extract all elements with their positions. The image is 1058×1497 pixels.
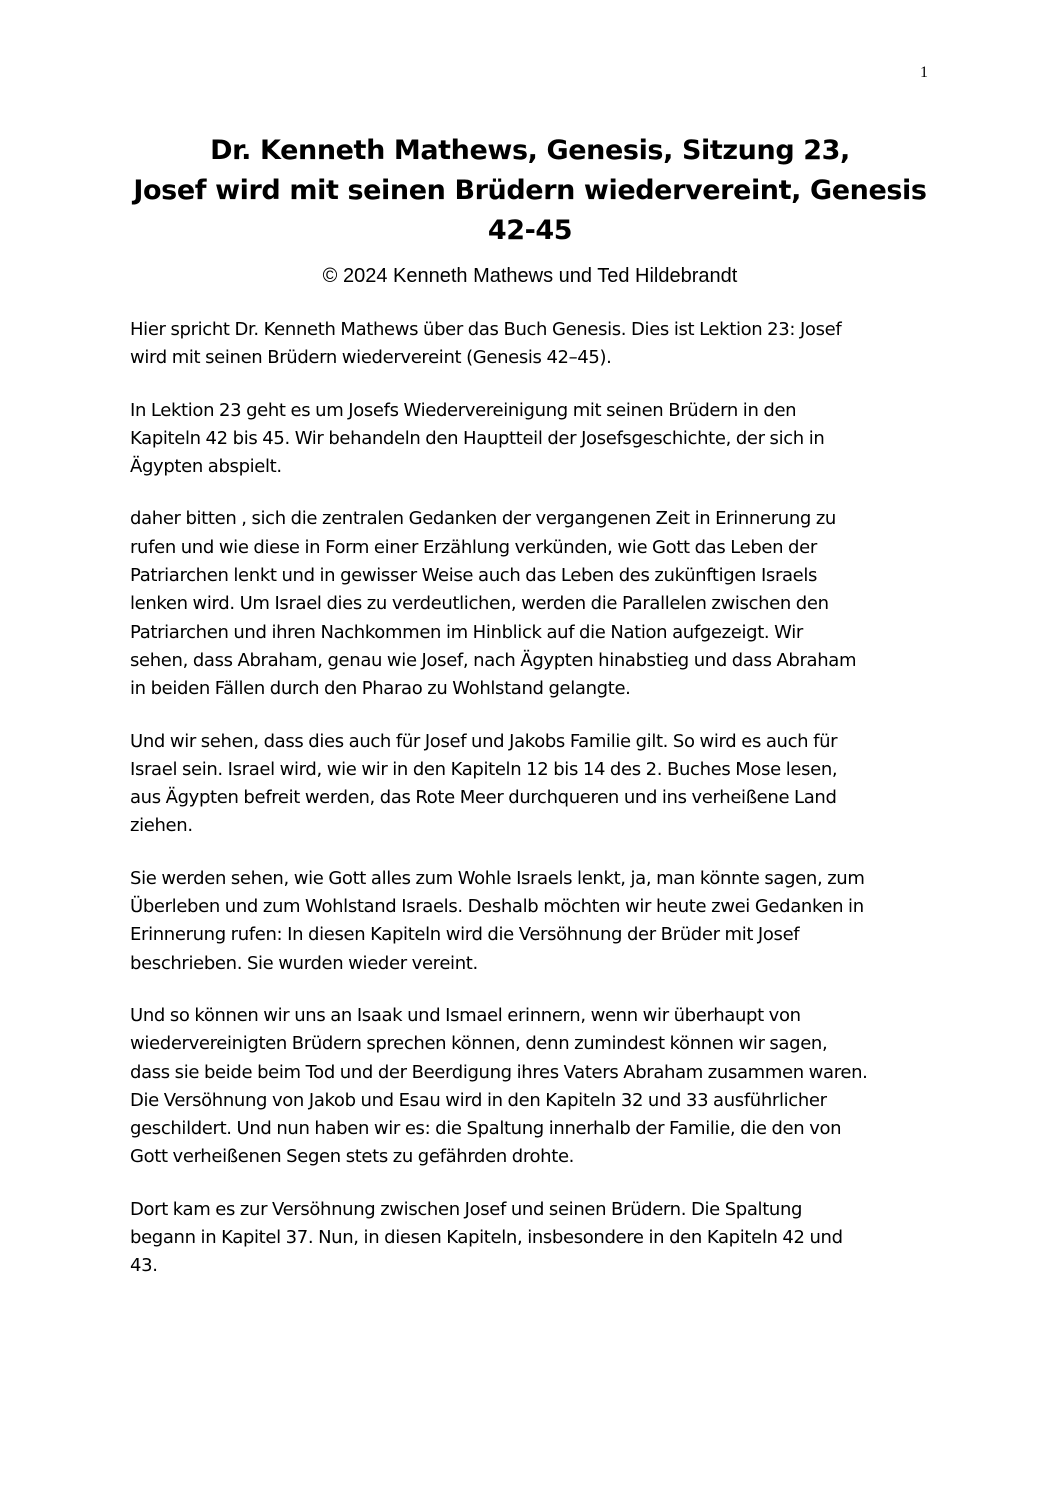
text-line: Die Versöhnung von Jakob und Esau wird in den Kapiteln 32 und 33 ausführlicher	[130, 1089, 827, 1111]
paragraph	[130, 397, 940, 482]
text-line: wird mit seinen Brüdern wiedervereint (Genesis 42–45).	[130, 347, 612, 369]
text-line: Gott verheißenen Segen stets zu gefährden drohte.	[130, 1146, 575, 1168]
copyright-notice: © 2024 Kenneth Mathews und Ted Hildebrandt	[322, 265, 738, 287]
paragraph	[130, 1002, 940, 1172]
text-line: In Lektion 23 geht es um Josefs Wiedervereinigung mit seinen Brüdern in den	[130, 399, 797, 421]
text-line: dass sie beide beim Tod und der Beerdigung ihres Vaters Abraham zusammen waren.	[130, 1061, 868, 1083]
text-line: Erinnerung rufen: In diesen Kapiteln wird die Versöhnung der Brüder mit Josef	[130, 924, 800, 946]
text-line: in beiden Fällen durch den Pharao zu Wohlstand gelangte.	[130, 678, 631, 700]
text-line: Kapiteln 42 bis 45. Wir behandeln den Hauptteil der Josefsgeschichte, der sich in	[130, 427, 825, 449]
text-line: Ägypten abspielt.	[130, 456, 282, 478]
paragraph	[130, 316, 940, 373]
text-line: daher bitten , sich die zentralen Gedanken der vergangenen Zeit in Erinnerung zu	[130, 508, 836, 530]
text-line: lenken wird. Um Israel dies zu verdeutlichen, werden die Parallelen zwischen den	[130, 593, 829, 615]
text-line: ziehen.	[130, 815, 193, 837]
text-line: Und so können wir uns an Isaak und Ismael erinnern, wenn wir überhaupt von	[130, 1004, 801, 1026]
text-line: Hier spricht Dr. Kenneth Mathews über das Buch Genesis. Dies ist Lektion 23: Josef	[130, 319, 842, 340]
paragraph	[130, 1196, 940, 1281]
text-line: rufen und wie diese in Form einer Erzählung verkünden, wie Gott das Leben der	[130, 536, 817, 558]
paragraph	[130, 728, 940, 841]
title-line: Dr. Kenneth Mathews, Genesis, Sitzung 23,	[210, 135, 850, 166]
text-line: Israel sein. Israel wird, wie wir in den Kapiteln 12 bis 14 des 2. Buches Mose lesen,	[130, 758, 838, 780]
text-line: Sie werden sehen, wie Gott alles zum Wohle Israels lenkt, ja, man könnte sagen, zum	[130, 867, 865, 889]
paragraph	[130, 865, 940, 978]
text-line: geschildert. Und nun haben wir es: die Spaltung innerhalb der Familie, die den von	[130, 1118, 842, 1140]
text-line: Dort kam es zur Versöhnung zwischen Josef und seinen Brüdern. Die Spaltung	[130, 1198, 803, 1220]
title-line: Josef wird mit seinen Brüdern wiedervereint, Genesis	[133, 175, 927, 206]
text-line: 43.	[130, 1255, 158, 1277]
text-line: sehen, dass Abraham, genau wie Josef, nach Ägypten hinabstieg und dass Abraham	[130, 649, 857, 671]
page-title	[110, 131, 950, 251]
text-line: Überleben und zum Wohlstand Israels. Deshalb möchten wir heute zwei Gedanken in	[130, 896, 864, 918]
text-line: wiedervereinigten Brüdern sprechen können, denn zumindest können wir sagen,	[130, 1033, 828, 1055]
text-line: Patriarchen lenkt und in gewisser Weise auch das Leben des zukünftigen Israels	[130, 565, 818, 587]
title-line: 42-45	[487, 215, 573, 246]
text-line: Und wir sehen, dass dies auch für Josef und Jakobs Familie gilt. So wird es auch für	[130, 730, 838, 752]
document-body	[130, 316, 940, 1305]
text-line: aus Ägypten befreit werden, das Rote Meer durchqueren und ins verheißene Land	[130, 787, 837, 809]
paragraph	[130, 505, 940, 703]
text-line: beschrieben. Sie wurden wieder vereint.	[130, 952, 478, 974]
text-line: begann in Kapitel 37. Nun, in diesen Kapiteln, insbesondere in den Kapiteln 42 und	[130, 1227, 843, 1249]
page-number: 1	[920, 64, 928, 81]
text-line: Patriarchen und ihren Nachkommen im Hinblick auf die Nation aufgezeigt. Wir	[130, 621, 803, 643]
